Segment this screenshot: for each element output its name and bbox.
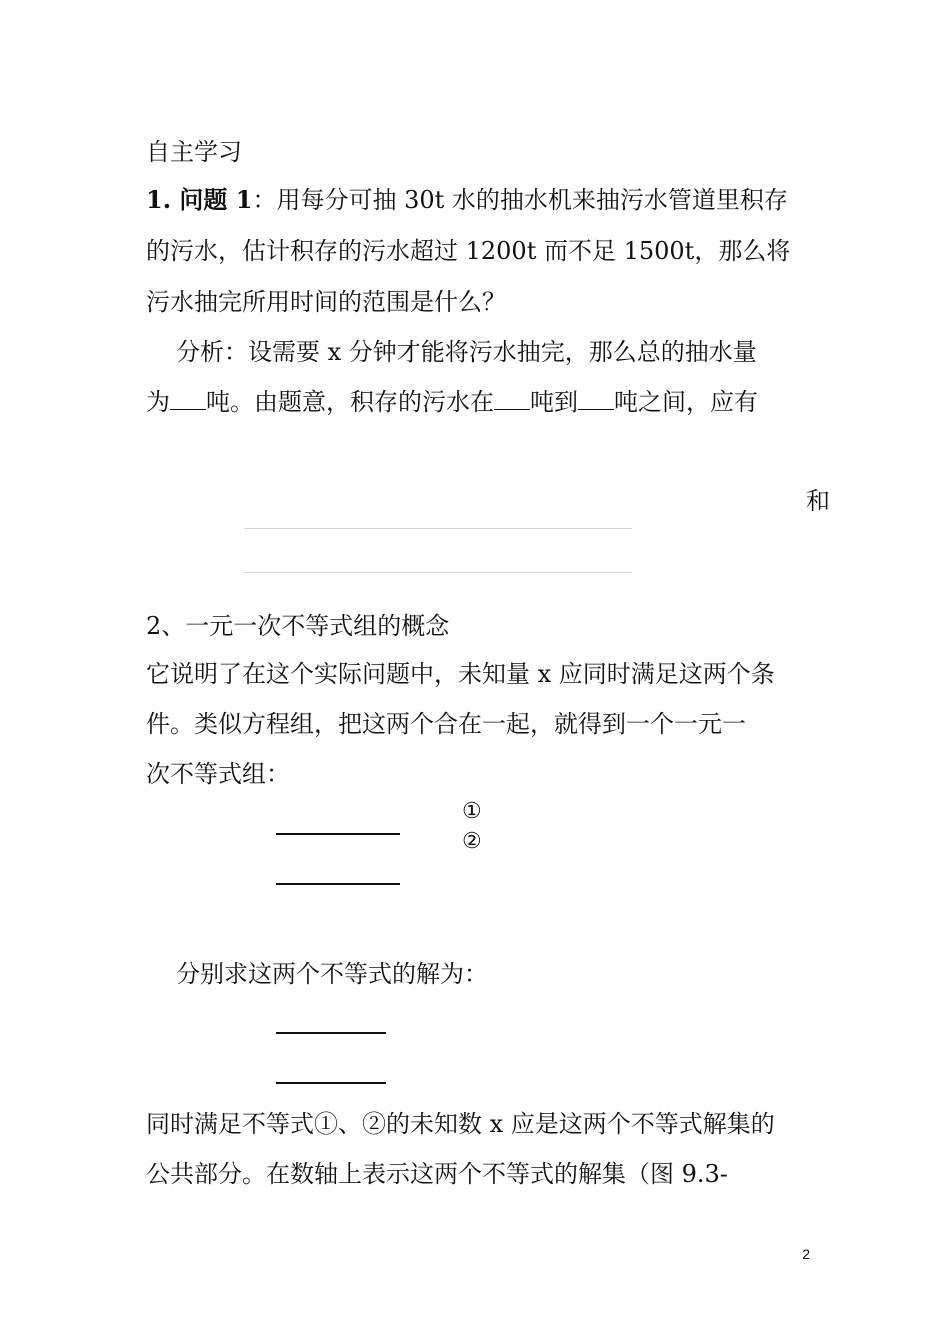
question-1-line-2: 的污水，估计积存的污水超过 1200t 而不足 1500t，那么将 bbox=[146, 237, 791, 265]
answer-rule-2[interactable] bbox=[244, 572, 632, 573]
question-1-label: 1. 问题 1 bbox=[146, 185, 253, 214]
analysis-text-b: 吨。由题意，积存的污水在 bbox=[206, 388, 494, 416]
answer-blank-lower[interactable] bbox=[494, 389, 530, 410]
question-1-line-3: 污水抽完所用时间的范围是什么？ bbox=[146, 288, 506, 316]
question-1-line-1 bbox=[146, 184, 788, 216]
page-number: 2 bbox=[802, 1246, 810, 1262]
question-1-text: ：用每分可抽 30t 水的抽水机来抽污水管道里积存 bbox=[252, 186, 788, 214]
section-title: 自主学习 bbox=[146, 138, 242, 166]
analysis-text-a: 为 bbox=[146, 388, 170, 416]
solution-2-blank[interactable] bbox=[276, 1082, 386, 1084]
analysis-line-2 bbox=[146, 386, 758, 418]
section-2-heading: 2、一元一次不等式组的概念 bbox=[146, 612, 450, 640]
section-2-line-2: 件。类似方程组，把这两个合在一起，就得到一个一元一 bbox=[146, 710, 746, 738]
inequality-2-marker: ② bbox=[462, 829, 482, 854]
answer-blank-upper[interactable] bbox=[578, 389, 614, 410]
answer-blank-total[interactable] bbox=[170, 389, 206, 410]
section-2-line-1: 它说明了在这个实际问题中，未知量 x 应同时满足这两个条 bbox=[146, 660, 775, 688]
answer-rule-1[interactable] bbox=[244, 528, 632, 529]
analysis-and: 和 bbox=[806, 487, 830, 515]
analysis-text-d: 吨之间，应有 bbox=[614, 388, 758, 416]
inequality-1-marker: ① bbox=[462, 799, 482, 824]
common-line-1: 同时满足不等式①、②的未知数 x 应是这两个不等式解集的 bbox=[146, 1110, 775, 1138]
inequality-2-blank[interactable] bbox=[276, 883, 400, 885]
section-2-line-3: 次不等式组： bbox=[146, 760, 290, 788]
solution-1-blank[interactable] bbox=[276, 1032, 386, 1034]
solve-prompt: 分别求这两个不等式的解为： bbox=[176, 960, 488, 988]
inequality-1-blank[interactable] bbox=[276, 833, 400, 835]
analysis-text-c: 吨到 bbox=[530, 388, 578, 416]
analysis-line-1: 分析：设需要 x 分钟才能将污水抽完，那么总的抽水量 bbox=[176, 338, 757, 366]
common-line-2: 公共部分。在数轴上表示这两个不等式的解集（图 9.3- bbox=[146, 1160, 728, 1188]
